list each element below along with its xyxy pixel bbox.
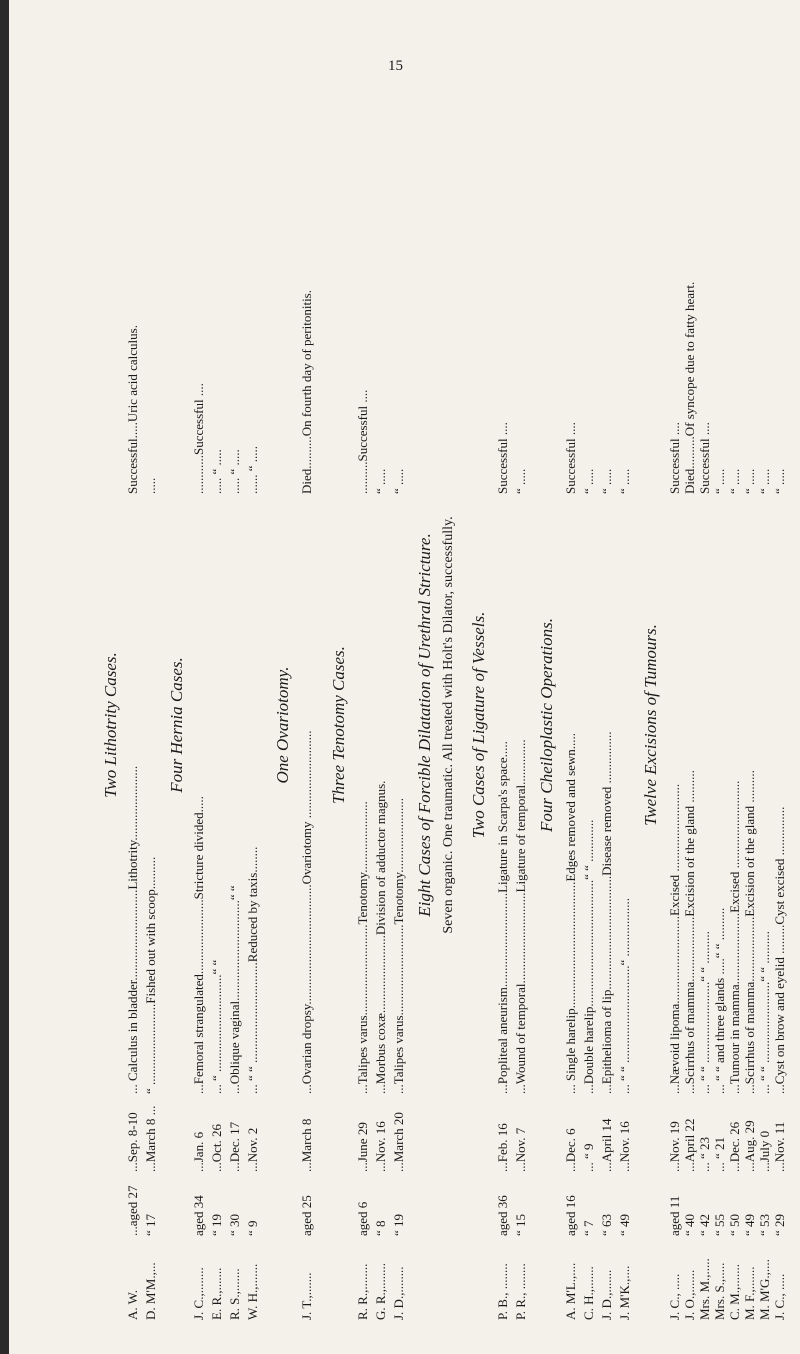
operation-text: ...Morbus coxæ........................Division of adductor magnus. [373,780,388,1094]
operation-date: ...Nov. 2 [245,1127,260,1172]
patient-name: J. O.,....... [682,1269,697,1320]
result-text: Died..........Of syncope due to fatty heart. [682,281,697,494]
operation-date: ... “ 21 [712,1136,727,1172]
operation-text: ... “ “ .........................“ “ .......... [697,931,712,1094]
patient-name: A. W. [125,1290,140,1320]
table-row [124,130,141,1320]
operation-text: ...Wound of temporal............................Ligature of temporal.............. [513,739,528,1094]
patient-name: R. S.,....... [227,1268,242,1320]
patient-age: “ 63 [599,1213,614,1236]
operation-date: ...Dec. 6 [563,1128,578,1172]
table-row [190,130,207,1320]
result-text: Successful .... [697,422,712,494]
result-text: ............Successful .... [191,383,206,494]
result-text: “ ..... [617,468,632,494]
result-text: Successful .... [563,422,578,494]
operation-text: ... “ “ and three glands .....“ “ .......... [712,907,727,1094]
operation-date: ...June 29 [355,1122,370,1172]
operation-date: ...Aug. 29 [742,1120,757,1172]
patient-name: Mrs. S.,..... [712,1262,727,1320]
operation-text: “ .........................Fished out with scoop.......... [143,856,158,1094]
patient-name: E. R.,....... [209,1267,224,1320]
patient-name: J. C., ..... [667,1273,682,1320]
table-row [142,130,159,1320]
operation-date: ...Oct. 26 [209,1123,224,1172]
operation-text: ...Double harelip.......................................“ “ ............. [581,819,596,1094]
patient-age: aged 36 [495,1195,510,1236]
result-text: “ ..... [581,468,596,494]
patient-name: J. D.,........ [391,1266,406,1320]
operation-date: ... “ 23 [697,1136,712,1172]
operation-date: ...July 0 [757,1130,772,1172]
result-text: “ ..... [742,468,757,494]
result-text: “ ..... [727,468,742,494]
result-text: “ ..... [599,468,614,494]
patient-age: “ 55 [712,1213,727,1236]
patient-age: “ 29 [772,1213,787,1236]
patient-age: aged 16 [563,1195,578,1236]
patient-name: G. R.,........ [373,1262,388,1320]
result-text: “ ..... [757,468,772,494]
operation-date: ...Nov. 19 [667,1121,682,1172]
operation-date: ...Nov. 11 [772,1121,787,1172]
operation-text: ...Femoral strangulated.......................Stricture divided..... [191,796,206,1094]
patient-name: R. R.,........ [355,1263,370,1320]
table-row [354,130,371,1320]
operation-text: ...Talipes varus............................Tenotomy....................... [391,798,406,1094]
operation-text: ... Calculus in bladder............................Lithotrity....................... [125,765,140,1094]
table-row [208,130,225,1320]
section-title-lithotrity: Two Lithotrity Cases. [101,652,120,798]
patient-name: P. R., ........ [513,1263,528,1320]
patient-name: D. M'M.,... [143,1262,158,1320]
result-text: ..... “ ..... [209,449,224,494]
patient-age: aged 11 [667,1195,682,1236]
section-title-tenotomy: Three Tenotomy Cases. [329,646,348,804]
operation-date: ...Nov. 16 [373,1121,388,1172]
operation-text: ...Cyst on brow and eyelid .........Cyst excised ............... [772,806,787,1094]
patient-name: C. M.,....... [727,1264,742,1320]
page-edge [0,0,9,1354]
result-text: Died..........On fourth day of peritonitis. [299,290,314,494]
patient-name: P. B., ........ [495,1263,510,1320]
result-text: ..........Successful .... [355,389,370,494]
operation-text: ...Epithelioma of lip...................................Disease removed ................ [599,731,614,1094]
operation-date: ...Nov. 7 [513,1127,528,1172]
result-text: “ ..... [391,468,406,494]
operation-text: ...Talipes varus............................Tenotomy...................... [355,801,370,1094]
table-row [298,130,315,1320]
patient-age: “ 19 [209,1213,224,1236]
operation-date: ...March 8 ... [143,1105,158,1172]
table-row [244,130,261,1320]
patient-age: “ 49 [617,1213,632,1236]
patient-age: “ 19 [391,1213,406,1236]
patient-age: “ 15 [513,1213,528,1236]
patient-age: aged 6 [355,1201,370,1236]
patient-age: “ 40 [682,1213,697,1236]
operation-text: ...Ovarian dropsy.....................................Ovariotomy ........................... [299,730,314,1094]
operation-date: ...April 22 [682,1118,697,1172]
result-text: “ ..... [373,468,388,494]
patient-age: “ 30 [227,1213,242,1236]
patient-name: M. F.,....... [742,1266,757,1320]
patient-age: “ 9 [245,1220,260,1236]
patient-name: J. C., ..... [772,1273,787,1320]
operation-date: ...Jan. 6 [191,1131,206,1172]
patient-age: “ 8 [373,1220,388,1236]
operation-text: ...Oblique vaginal...............................“ “ [227,885,242,1094]
operation-text: ...Tumour in mamma......................Excised ........................... [727,780,742,1094]
patient-age: ...aged 27 [125,1185,140,1236]
operation-date: ...Sep. 8-10 [125,1112,140,1172]
operation-text: ... “ “ ..............................“ .................. [617,897,632,1094]
table-row [512,130,529,1320]
patient-name: J. D.,....... [599,1269,614,1320]
table-row [616,130,633,1320]
result-text: Successful .... [495,422,510,494]
result-text: Successful.....Uric acid calculus. [125,325,140,494]
table-row [226,130,243,1320]
operation-text: ... “ “ ...............................Reduced by taxis........ [245,846,260,1094]
table-row [580,130,597,1320]
table-row [771,130,788,1320]
section-title-tumours: Twelve Excisions of Tumours. [641,624,660,826]
page-number: 15 [388,58,403,74]
operation-date: ...Dec. 26 [727,1121,742,1172]
patient-name: J. T.,....... [299,1272,314,1320]
result-text: “ ..... [712,468,727,494]
operation-date: ...Feb. 16 [495,1123,510,1172]
patient-name: A. M'L.,.... [563,1262,578,1320]
result-text: ..... [143,477,158,494]
patient-age: aged 34 [191,1195,206,1236]
result-text: “ ..... [513,468,528,494]
patient-name: J. C.,........ [191,1267,206,1320]
patient-age: “ 49 [742,1213,757,1236]
operation-date: ...March 8 [299,1118,314,1172]
patient-name: C. H.,....... [581,1266,596,1320]
patient-name: Mrs. M.,..... [697,1258,712,1320]
patient-age: “ 53 [757,1213,772,1236]
operation-date: ...March 20 [391,1112,406,1172]
table-row [372,130,389,1320]
operation-date: ...Nov. 16 [617,1121,632,1172]
operation-text: ... Single harelip.......................................Edges removed and sewn..... [563,732,578,1094]
result-text: ...... “ ..... [245,445,260,494]
operation-text: ...Nævoid lipoma...........................Excised ........................... [667,783,682,1094]
result-text: Successful .... [667,422,682,494]
operation-date: ... “ 9 [581,1143,596,1172]
table-row [562,130,579,1320]
operation-date: ...Dec. 17 [227,1121,242,1172]
operation-date: ...April 14 [599,1118,614,1172]
table-row [390,130,407,1320]
patient-age: aged 25 [299,1195,314,1236]
section-title-ligature: Two Cases of Ligature of Vessels. [469,611,488,839]
table-row [494,130,511,1320]
patient-name: J. M'K.,.... [617,1265,632,1320]
patient-name: M. M'G.,.... [757,1259,772,1320]
operation-text: ... “ ..............................“ “ [209,959,224,1094]
section-title-stricture: Eight Cases of Forcible Dilatation of Urethral Stricture. [415,533,434,917]
result-text: “ ..... [772,468,787,494]
section-title-hernia: Four Hernia Cases. [167,657,186,793]
section-note-stricture: Seven organic. One traumatic. All treated with Holt's Dilator, successfully. [441,516,456,934]
patient-age: “ 17 [143,1213,158,1236]
patient-name: W. H.,....... [245,1263,260,1320]
result-text: ..... “ ..... [227,449,242,494]
table-row [598,130,615,1320]
rotated-page-content [92,130,792,1320]
patient-age: “ 7 [581,1220,596,1236]
operation-text: ...Scirrhus of mamma....................Excision of the gland .......... [682,770,697,1094]
section-title-cheiloplastic: Four Cheiloplastic Operations. [537,618,556,832]
section-title-ovariotomy: One Ovariotomy. [273,666,292,784]
operation-text: ...Scirrhus of mamma....................Excision of the gland .......... [742,770,757,1094]
operation-text: ... “ “ .........................“ “ .......... [757,931,772,1094]
patient-age: “ 50 [727,1213,742,1236]
operation-text: ...Popliteal aneurism.............................Ligature in Scarpa's space..... [495,741,510,1094]
patient-age: “ 42 [697,1213,712,1236]
